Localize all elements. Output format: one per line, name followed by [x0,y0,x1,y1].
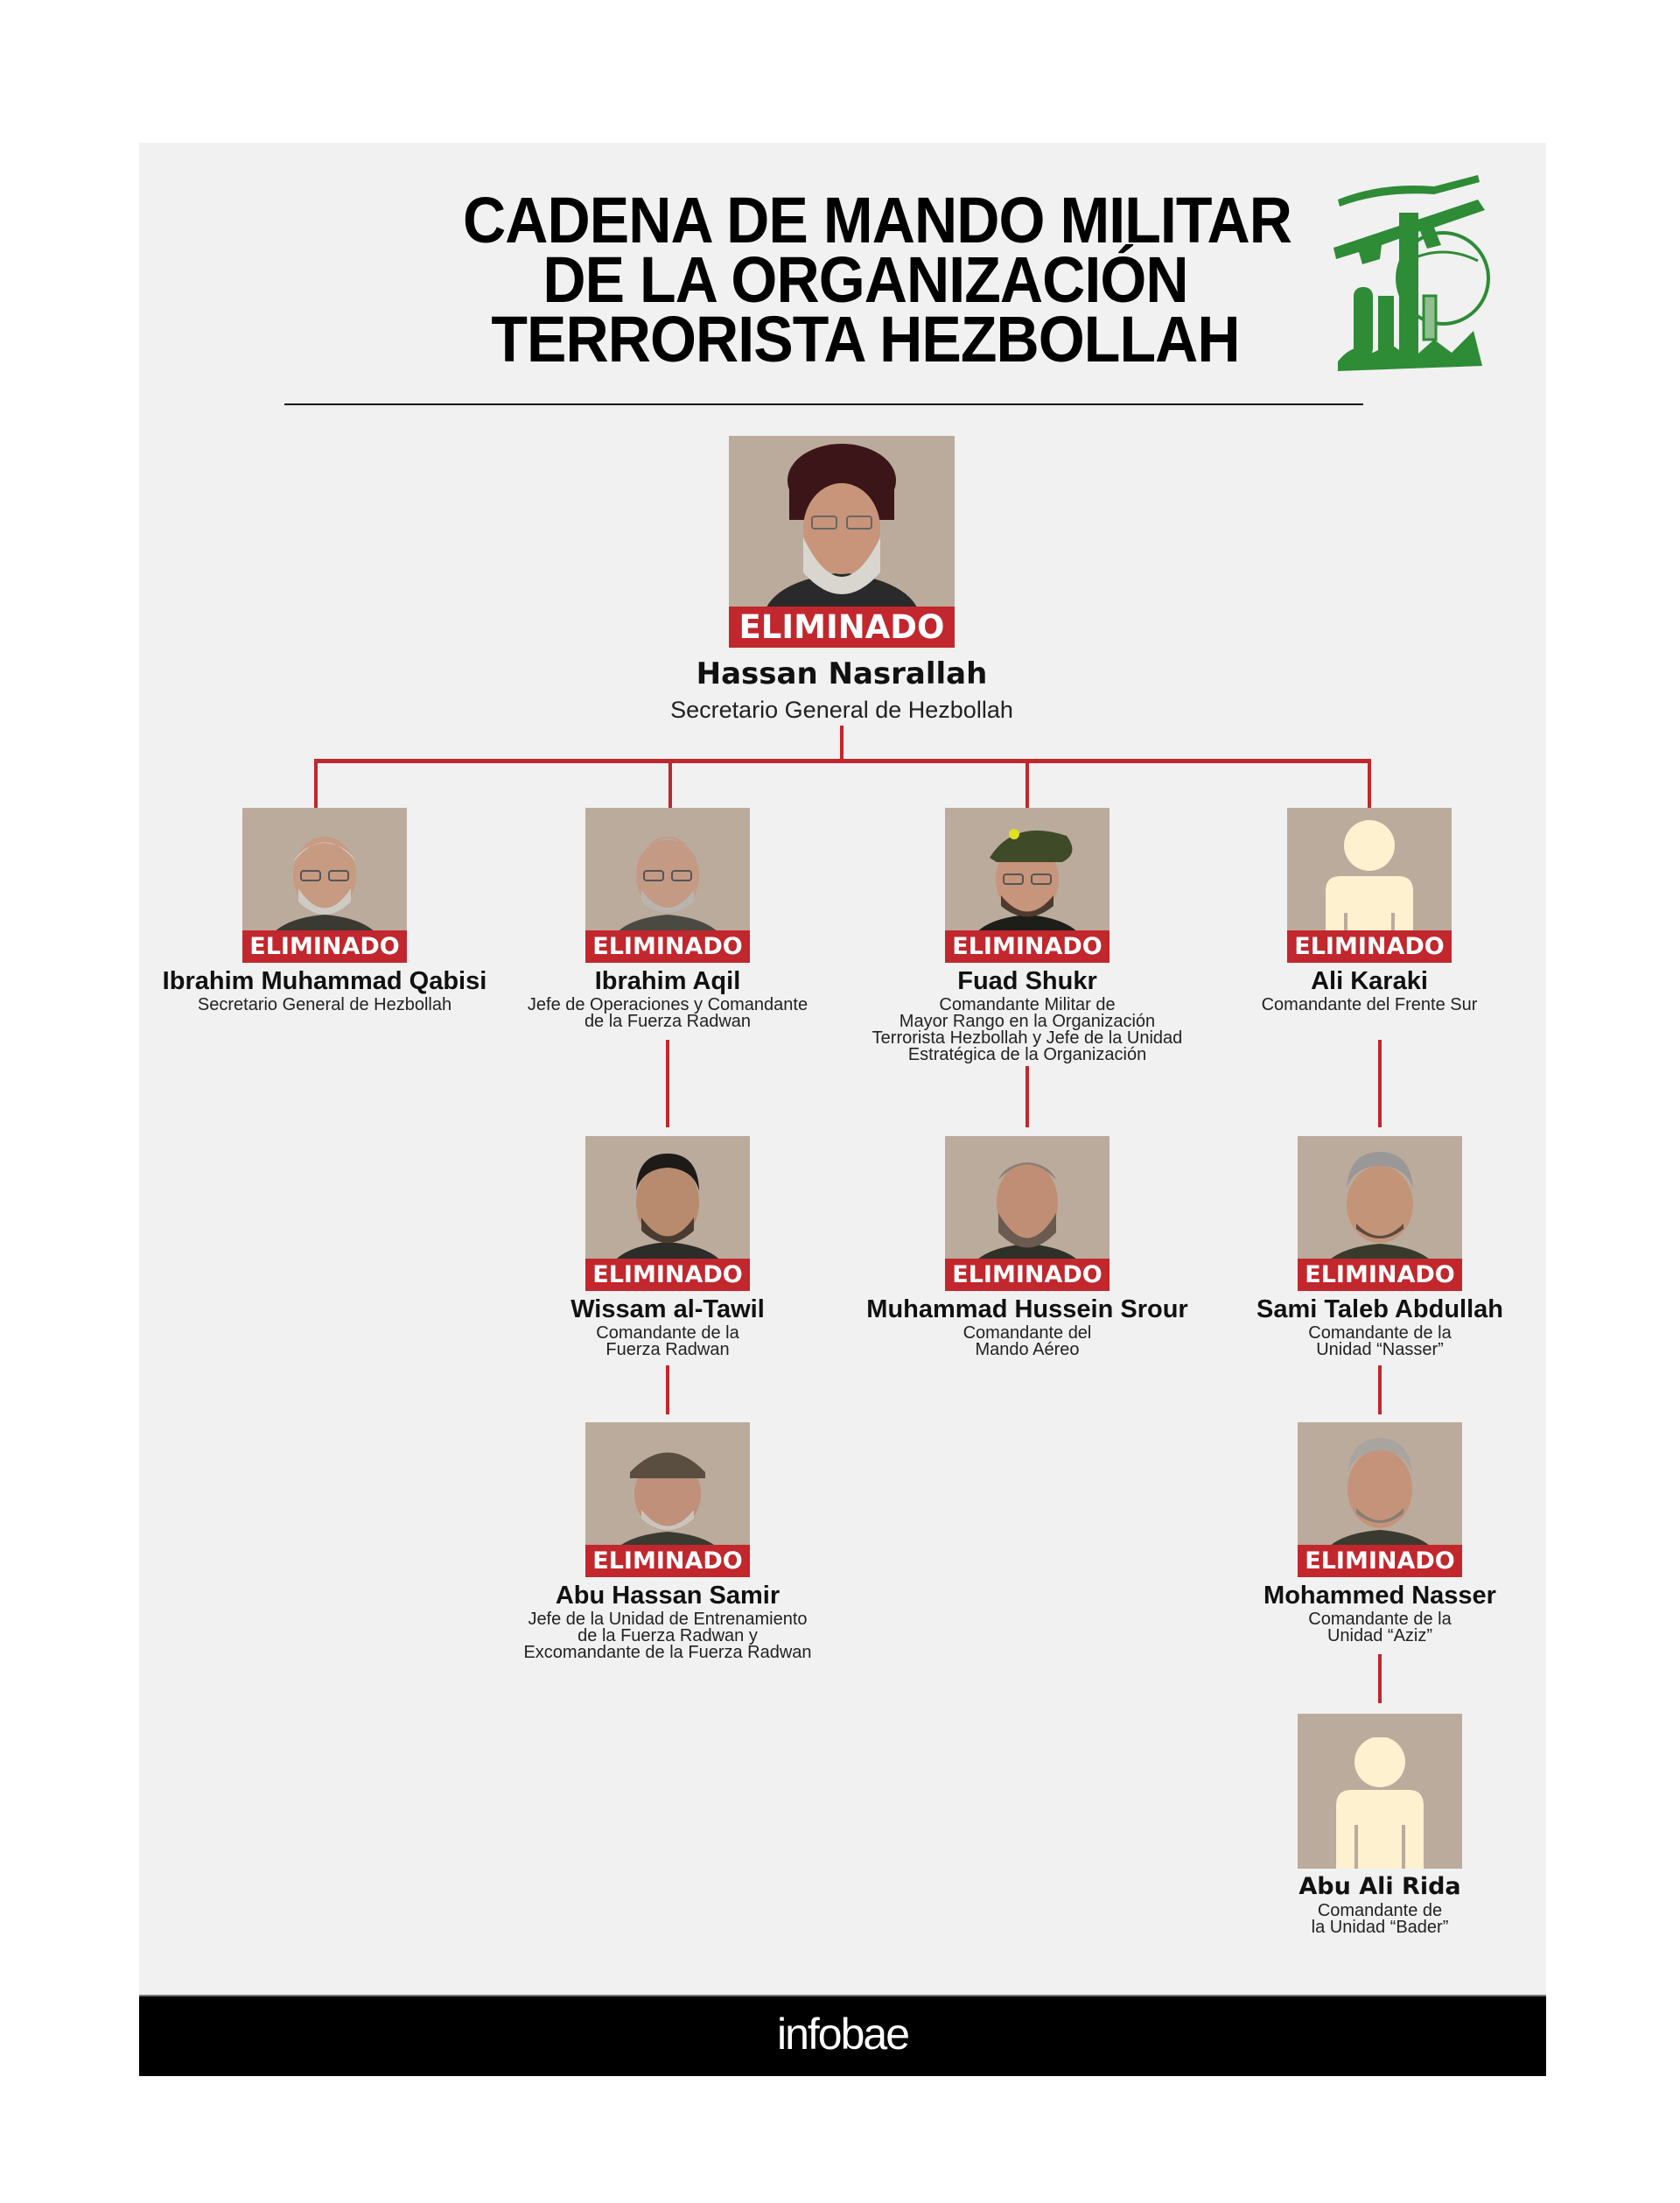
org-node-subordinate [1205,1136,1555,1358]
person-role: Comandante de la Unidad “Aziz” [1308,1610,1452,1645]
status-badge: ELIMINADO [1287,930,1452,963]
person-name: Sami Taleb Abdullah [1256,1295,1503,1323]
org-node-subordinate [852,1136,1202,1358]
person-portrait-icon [602,1143,733,1274]
org-node-subordinate [1205,1714,1555,1936]
person-role: Comandante del Mando Aéreo [962,1323,1092,1359]
connector-line [668,759,672,808]
connector-line [1378,1365,1382,1414]
status-badge: ELIMINADO [729,607,955,648]
portrait-photo [585,1136,750,1291]
status-badge: ELIMINADO [945,1259,1110,1291]
person-portrait-icon [754,441,929,616]
person-silhouette-icon [1312,817,1426,944]
infographic-panel [139,143,1546,2074]
person-name: Fuad Shukr [957,967,1097,995]
footer-bar [139,1995,1546,2076]
portrait-photo [1298,1136,1462,1291]
person-role: Secretario General de Hezbollah [670,697,1013,723]
person-name: Mohammed Nasser [1264,1582,1496,1610]
portrait-photo [585,1422,750,1577]
portrait-photo [242,808,407,963]
person-portrait-icon [962,1145,1093,1276]
title-line: TERRORISTA HEZBOLLAH [491,303,1240,375]
org-node-commander [493,808,843,1030]
connector-line [1026,759,1029,808]
person-role: Jefe de la Unidad de Entrenamiento de la Fuerza Radwan y Excomandante de la Fuerza Radwan [523,1610,812,1662]
connector-line [840,726,844,761]
portrait-photo [585,808,750,963]
connector-line [666,1365,669,1414]
org-node-commander [1194,808,1544,1014]
portrait-photo [945,808,1110,963]
portrait-photo [945,1136,1110,1291]
org-node-subordinate [493,1422,843,1661]
person-role: Comandante Militar de Mayor Rango en la Organización Terrorista Hezbollah y Jefe de la Unidad Estratégica de la Organización [872,995,1183,1064]
page-title [463,184,1292,375]
connector-line [314,759,1371,763]
person-name: Muhammad Hussein Srour [866,1295,1188,1323]
connector-line [1026,1066,1029,1127]
person-role: Comandante de la Unidad “Nasser” [1308,1323,1452,1359]
person-name: Ibrahim Muhammad Qabisi [162,967,487,995]
connector-line [1378,1040,1382,1127]
org-node-commander [150,808,500,1014]
person-name: Abu Ali Rida [1298,1873,1461,1900]
person-role: Secretario General de Hezbollah [197,995,452,1014]
person-name: Abu Hassan Samir [555,1582,780,1610]
person-name: Ibrahim Aqil [594,967,741,995]
status-badge: ELIMINADO [242,930,407,963]
status-badge: ELIMINADO [1298,1259,1462,1291]
brand-logo[interactable]: infobae [776,2010,909,2059]
status-badge: ELIMINADO [1298,1545,1462,1577]
title-line: DE LA ORGANIZACIÓN [542,243,1188,316]
placeholder-photo [1298,1714,1462,1869]
person-role: Jefe de Operaciones y Comandante de la Fuerza Radwan [527,995,808,1031]
connector-line [1368,759,1371,808]
status-badge: ELIMINADO [585,1545,750,1577]
connector-line [666,1040,669,1127]
title-line: CADENA DE MANDO MILITAR [463,184,1292,256]
status-badge: ELIMINADO [945,930,1110,963]
hezbollah-emblem-icon [1329,165,1495,375]
person-portrait-icon [1314,1431,1446,1562]
person-name: Hassan Nasrallah [696,656,988,691]
org-node-leader [667,436,1017,724]
portrait-photo [729,436,955,648]
person-portrait-icon [1314,1145,1446,1276]
person-name: Ali Karaki [1311,967,1428,995]
org-node-subordinate [493,1136,843,1358]
title-divider [284,403,1363,405]
person-role: Comandante de la Unidad “Bader” [1311,1901,1449,1937]
person-role: Comandante del Frente Sur [1261,995,1478,1014]
portrait-photo [1298,1422,1462,1577]
person-name: Wissam al-Tawil [570,1295,765,1323]
status-badge: ELIMINADO [585,930,750,963]
org-node-commander [852,808,1202,1063]
placeholder-photo [1287,808,1452,963]
connector-line [314,759,318,808]
status-badge: ELIMINADO [585,1259,750,1291]
connector-line [1378,1654,1382,1703]
org-node-subordinate [1205,1422,1555,1645]
person-silhouette-icon [1323,1737,1437,1869]
person-role: Comandante de la Fuerza Radwan [596,1323,739,1359]
